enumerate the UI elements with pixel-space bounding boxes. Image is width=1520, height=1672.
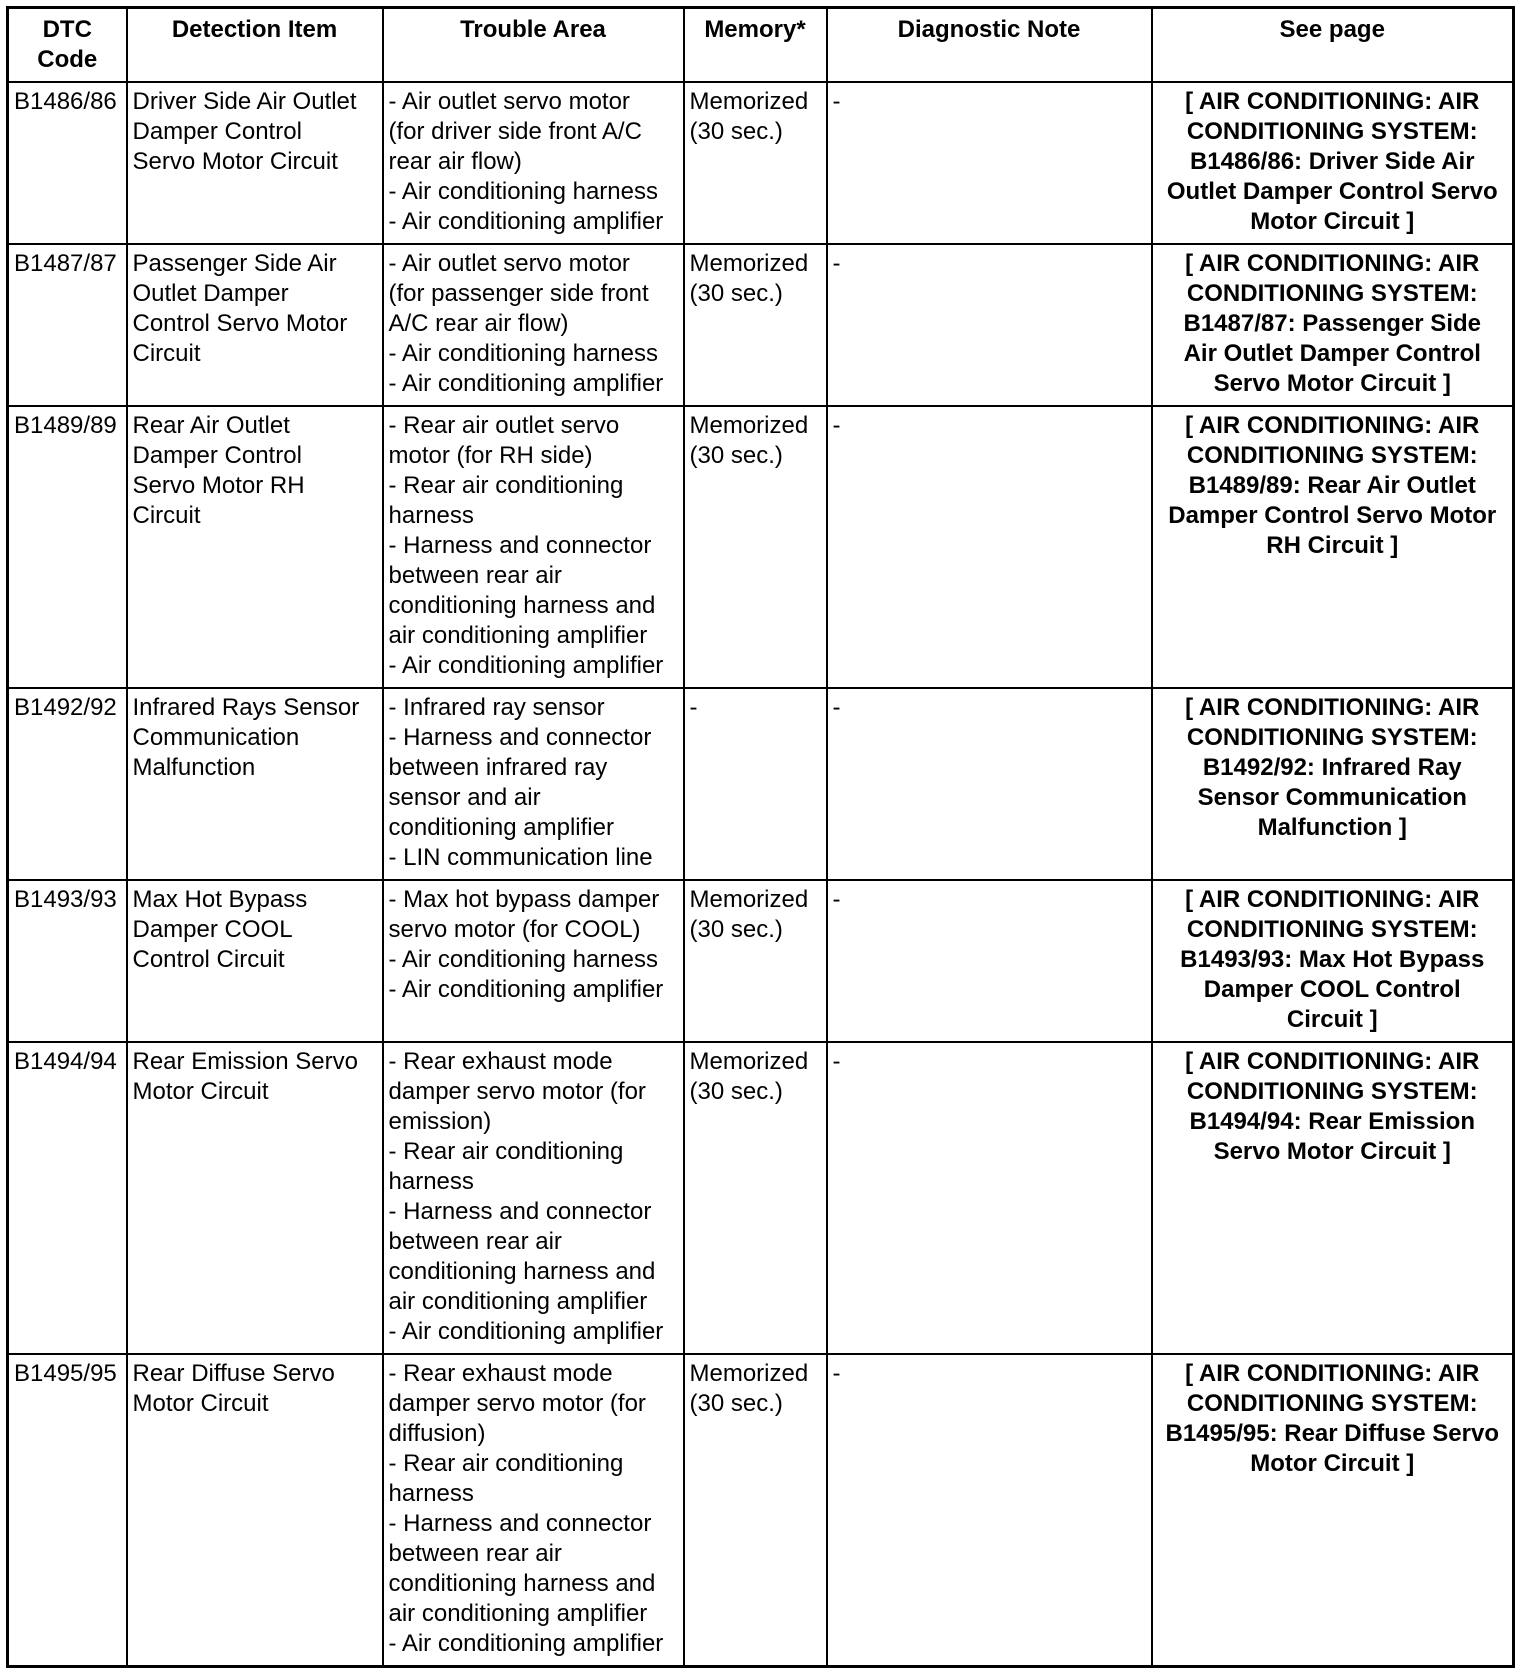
trouble-area-line: - Air conditioning amplifier bbox=[388, 1630, 664, 1657]
table-row bbox=[8, 1354, 1514, 1667]
see-page-link[interactable] bbox=[1152, 880, 1514, 1042]
see-page-line: Servo Motor Circuit ] bbox=[1213, 1138, 1451, 1165]
see-page-line: [ AIR CONDITIONING: AIR bbox=[1185, 886, 1480, 913]
detection-item-line: Communication bbox=[132, 724, 300, 751]
see-page-link[interactable] bbox=[1152, 1042, 1514, 1354]
detection-item-cell bbox=[127, 1042, 383, 1354]
dtc-code-cell: B1489/89 bbox=[8, 406, 127, 688]
detection-item-line: Rear Diffuse Servo bbox=[132, 1360, 335, 1387]
see-page-line: Outlet Damper Control Servo bbox=[1166, 178, 1498, 205]
diagnostic-note-cell: - bbox=[827, 406, 1152, 688]
see-page-line: Sensor Communication bbox=[1197, 784, 1467, 811]
trouble-area-line: servo motor (for COOL) bbox=[388, 916, 641, 943]
trouble-area-line: - Air outlet servo motor bbox=[388, 88, 630, 115]
see-page-line: [ AIR CONDITIONING: AIR bbox=[1185, 412, 1480, 439]
trouble-area-line: - Infrared ray sensor bbox=[388, 694, 605, 721]
memory-line: (30 sec.) bbox=[689, 916, 783, 943]
dtc-code-cell: B1494/94 bbox=[8, 1042, 127, 1354]
diagnostic-note-cell: - bbox=[827, 244, 1152, 406]
dtc-code-cell: B1487/87 bbox=[8, 244, 127, 406]
memory-line: Memorized bbox=[689, 250, 809, 277]
trouble-area-line: between infrared ray bbox=[388, 754, 608, 781]
see-page-line: CONDITIONING SYSTEM: bbox=[1186, 280, 1478, 307]
header-trouble-area: Trouble Area bbox=[383, 8, 684, 83]
memory-line: (30 sec.) bbox=[689, 1390, 783, 1417]
trouble-area-cell bbox=[383, 880, 684, 1042]
table-row bbox=[8, 688, 1514, 880]
trouble-area-line: - Air conditioning amplifier bbox=[388, 1318, 664, 1345]
memory-line: (30 sec.) bbox=[689, 1078, 783, 1105]
header-see-page: See page bbox=[1152, 8, 1514, 83]
trouble-area-line: conditioning harness and bbox=[388, 1258, 656, 1285]
trouble-area-line: between rear air bbox=[388, 1228, 562, 1255]
diagnostic-note-cell: - bbox=[827, 880, 1152, 1042]
trouble-area-line: - Rear air conditioning bbox=[388, 472, 624, 499]
trouble-area-line: A/C rear air flow) bbox=[388, 310, 569, 337]
detection-item-line: Passenger Side Air bbox=[132, 250, 337, 277]
trouble-area-line: conditioning harness and bbox=[388, 592, 656, 619]
detection-item-line: Outlet Damper bbox=[132, 280, 289, 307]
header-memory: Memory* bbox=[684, 8, 827, 83]
memory-cell bbox=[684, 880, 827, 1042]
memory-cell bbox=[684, 1042, 827, 1354]
trouble-area-line: - Harness and connector bbox=[388, 724, 652, 751]
detection-item-cell bbox=[127, 1354, 383, 1667]
memory-line: - bbox=[689, 694, 698, 721]
trouble-area-cell bbox=[383, 1354, 684, 1667]
trouble-area-line: between rear air bbox=[388, 562, 562, 589]
trouble-area-cell bbox=[383, 244, 684, 406]
diagnostic-note-cell: - bbox=[827, 1042, 1152, 1354]
see-page-line: B1495/95: Rear Diffuse Servo bbox=[1165, 1420, 1499, 1447]
memory-line: (30 sec.) bbox=[689, 118, 783, 145]
detection-item-cell bbox=[127, 688, 383, 880]
detection-item-cell bbox=[127, 880, 383, 1042]
see-page-line: [ AIR CONDITIONING: AIR bbox=[1185, 1048, 1480, 1075]
memory-cell bbox=[684, 688, 827, 880]
table-row bbox=[8, 880, 1514, 1042]
header-code-line: Code bbox=[37, 46, 98, 73]
dtc-table bbox=[6, 6, 1515, 1668]
see-page-line: CONDITIONING SYSTEM: bbox=[1186, 1078, 1478, 1105]
detection-item-line: Infrared Rays Sensor bbox=[132, 694, 360, 721]
trouble-area-line: - Rear exhaust mode bbox=[388, 1360, 613, 1387]
see-page-line: Servo Motor Circuit ] bbox=[1213, 370, 1451, 397]
trouble-area-line: diffusion) bbox=[388, 1420, 486, 1447]
see-page-link[interactable] bbox=[1152, 406, 1514, 688]
detection-item-line: Damper COOL bbox=[132, 916, 293, 943]
see-page-line: CONDITIONING SYSTEM: bbox=[1186, 1390, 1478, 1417]
dtc-code-cell: B1493/93 bbox=[8, 880, 127, 1042]
detection-item-line: Servo Motor Circuit bbox=[132, 148, 338, 175]
table-row bbox=[8, 406, 1514, 688]
memory-line: Memorized bbox=[689, 412, 809, 439]
table-row bbox=[8, 1042, 1514, 1354]
trouble-area-line: - Air outlet servo motor bbox=[388, 250, 630, 277]
memory-line: Memorized bbox=[689, 886, 809, 913]
table-header-row bbox=[8, 8, 1514, 83]
memory-line: (30 sec.) bbox=[689, 442, 783, 469]
trouble-area-line: - Rear air conditioning bbox=[388, 1138, 624, 1165]
trouble-area-line: air conditioning amplifier bbox=[388, 622, 648, 649]
see-page-line: CONDITIONING SYSTEM: bbox=[1186, 442, 1478, 469]
see-page-line: Motor Circuit ] bbox=[1250, 208, 1415, 235]
trouble-area-cell bbox=[383, 1042, 684, 1354]
header-dtc-code bbox=[8, 8, 127, 83]
detection-item-line: Servo Motor RH bbox=[132, 472, 305, 499]
diagnostic-note-cell: - bbox=[827, 1354, 1152, 1667]
trouble-area-line: - Max hot bypass damper bbox=[388, 886, 660, 913]
dtc-code-cell: B1486/86 bbox=[8, 82, 127, 244]
detection-item-line: Damper Control bbox=[132, 442, 302, 469]
trouble-area-line: harness bbox=[388, 502, 474, 529]
see-page-line: B1492/92: Infrared Ray bbox=[1202, 754, 1462, 781]
dtc-code-cell: B1495/95 bbox=[8, 1354, 127, 1667]
trouble-area-line: harness bbox=[388, 1168, 474, 1195]
trouble-area-line: (for passenger side front bbox=[388, 280, 649, 307]
memory-line: Memorized bbox=[689, 1360, 809, 1387]
diagnostic-note-cell: - bbox=[827, 82, 1152, 244]
memory-line: (30 sec.) bbox=[689, 280, 783, 307]
dtc-table-container bbox=[6, 6, 1515, 1668]
memory-cell bbox=[684, 82, 827, 244]
table-row bbox=[8, 244, 1514, 406]
see-page-line: [ AIR CONDITIONING: AIR bbox=[1185, 88, 1480, 115]
see-page-line: Circuit ] bbox=[1286, 1006, 1378, 1033]
see-page-line: Motor Circuit ] bbox=[1250, 1450, 1415, 1477]
see-page-line: CONDITIONING SYSTEM: bbox=[1186, 724, 1478, 751]
trouble-area-line: between rear air bbox=[388, 1540, 562, 1567]
trouble-area-cell bbox=[383, 82, 684, 244]
trouble-area-line: conditioning harness and bbox=[388, 1570, 656, 1597]
detection-item-line: Control Circuit bbox=[132, 946, 285, 973]
trouble-area-line: harness bbox=[388, 1480, 474, 1507]
detection-item-line: Damper Control bbox=[132, 118, 302, 145]
detection-item-cell bbox=[127, 82, 383, 244]
detection-item-line: Rear Emission Servo bbox=[132, 1048, 358, 1075]
trouble-area-line: - Rear air conditioning bbox=[388, 1450, 624, 1477]
memory-cell bbox=[684, 244, 827, 406]
see-page-line: B1487/87: Passenger Side bbox=[1183, 310, 1481, 337]
trouble-area-line: sensor and air bbox=[388, 784, 541, 811]
trouble-area-line: - Air conditioning amplifier bbox=[388, 208, 664, 235]
trouble-area-line: (for driver side front A/C bbox=[388, 118, 642, 145]
trouble-area-line: - Rear air outlet servo bbox=[388, 412, 620, 439]
detection-item-line: Control Servo Motor bbox=[132, 310, 348, 337]
trouble-area-line: air conditioning amplifier bbox=[388, 1288, 648, 1315]
detection-item-line: Circuit bbox=[132, 340, 201, 367]
trouble-area-line: conditioning amplifier bbox=[388, 814, 614, 841]
see-page-line: RH Circuit ] bbox=[1266, 532, 1399, 559]
trouble-area-line: motor (for RH side) bbox=[388, 442, 593, 469]
trouble-area-line: - Air conditioning harness bbox=[388, 340, 658, 367]
trouble-area-line: - Air conditioning harness bbox=[388, 946, 658, 973]
see-page-line: B1486/86: Driver Side Air bbox=[1189, 148, 1475, 175]
see-page-link[interactable] bbox=[1152, 1354, 1514, 1667]
memory-line: Memorized bbox=[689, 88, 809, 115]
see-page-line: [ AIR CONDITIONING: AIR bbox=[1185, 694, 1480, 721]
see-page-line: B1493/93: Max Hot Bypass bbox=[1180, 946, 1485, 973]
trouble-area-line: damper servo motor (for bbox=[388, 1390, 646, 1417]
trouble-area-line: - Air conditioning amplifier bbox=[388, 652, 664, 679]
trouble-area-line: - Air conditioning amplifier bbox=[388, 370, 664, 397]
memory-cell bbox=[684, 1354, 827, 1667]
trouble-area-line: emission) bbox=[388, 1108, 492, 1135]
trouble-area-line: air conditioning amplifier bbox=[388, 1600, 648, 1627]
see-page-line: Damper Control Servo Motor bbox=[1168, 502, 1497, 529]
detection-item-line: Driver Side Air Outlet bbox=[132, 88, 357, 115]
memory-line: Memorized bbox=[689, 1048, 809, 1075]
detection-item-line: Motor Circuit bbox=[132, 1390, 269, 1417]
see-page-line: Damper COOL Control bbox=[1203, 976, 1461, 1003]
see-page-line: B1489/89: Rear Air Outlet bbox=[1188, 472, 1476, 499]
trouble-area-line: - Harness and connector bbox=[388, 532, 652, 559]
see-page-link[interactable] bbox=[1152, 688, 1514, 880]
trouble-area-line: - Air conditioning harness bbox=[388, 178, 658, 205]
trouble-area-cell bbox=[383, 688, 684, 880]
see-page-line: Malfunction ] bbox=[1257, 814, 1407, 841]
trouble-area-line: - Air conditioning amplifier bbox=[388, 976, 664, 1003]
trouble-area-line: - Rear exhaust mode bbox=[388, 1048, 613, 1075]
memory-cell bbox=[684, 406, 827, 688]
dtc-code-cell: B1492/92 bbox=[8, 688, 127, 880]
header-diagnostic-note: Diagnostic Note bbox=[827, 8, 1152, 83]
detection-item-cell bbox=[127, 244, 383, 406]
see-page-line: CONDITIONING SYSTEM: bbox=[1186, 916, 1478, 943]
see-page-line: B1494/94: Rear Emission bbox=[1189, 1108, 1475, 1135]
see-page-link[interactable] bbox=[1152, 82, 1514, 244]
trouble-area-line: - Harness and connector bbox=[388, 1510, 652, 1537]
detection-item-cell bbox=[127, 406, 383, 688]
diagnostic-note-cell: - bbox=[827, 688, 1152, 880]
see-page-line: [ AIR CONDITIONING: AIR bbox=[1185, 250, 1480, 277]
detection-item-line: Rear Air Outlet bbox=[132, 412, 290, 439]
trouble-area-cell bbox=[383, 406, 684, 688]
see-page-line: [ AIR CONDITIONING: AIR bbox=[1185, 1360, 1480, 1387]
detection-item-line: Motor Circuit bbox=[132, 1078, 269, 1105]
table-body bbox=[8, 82, 1514, 1667]
table-row bbox=[8, 82, 1514, 244]
trouble-area-line: rear air flow) bbox=[388, 148, 522, 175]
trouble-area-line: - LIN communication line bbox=[388, 844, 653, 871]
detection-item-line: Malfunction bbox=[132, 754, 256, 781]
see-page-line: CONDITIONING SYSTEM: bbox=[1186, 118, 1478, 145]
header-dtc-line: DTC bbox=[42, 16, 92, 43]
detection-item-line: Max Hot Bypass bbox=[132, 886, 308, 913]
see-page-link[interactable] bbox=[1152, 244, 1514, 406]
header-detection-item: Detection Item bbox=[127, 8, 383, 83]
trouble-area-line: - Harness and connector bbox=[388, 1198, 652, 1225]
trouble-area-line: damper servo motor (for bbox=[388, 1078, 646, 1105]
see-page-line: Air Outlet Damper Control bbox=[1183, 340, 1481, 367]
detection-item-line: Circuit bbox=[132, 502, 201, 529]
